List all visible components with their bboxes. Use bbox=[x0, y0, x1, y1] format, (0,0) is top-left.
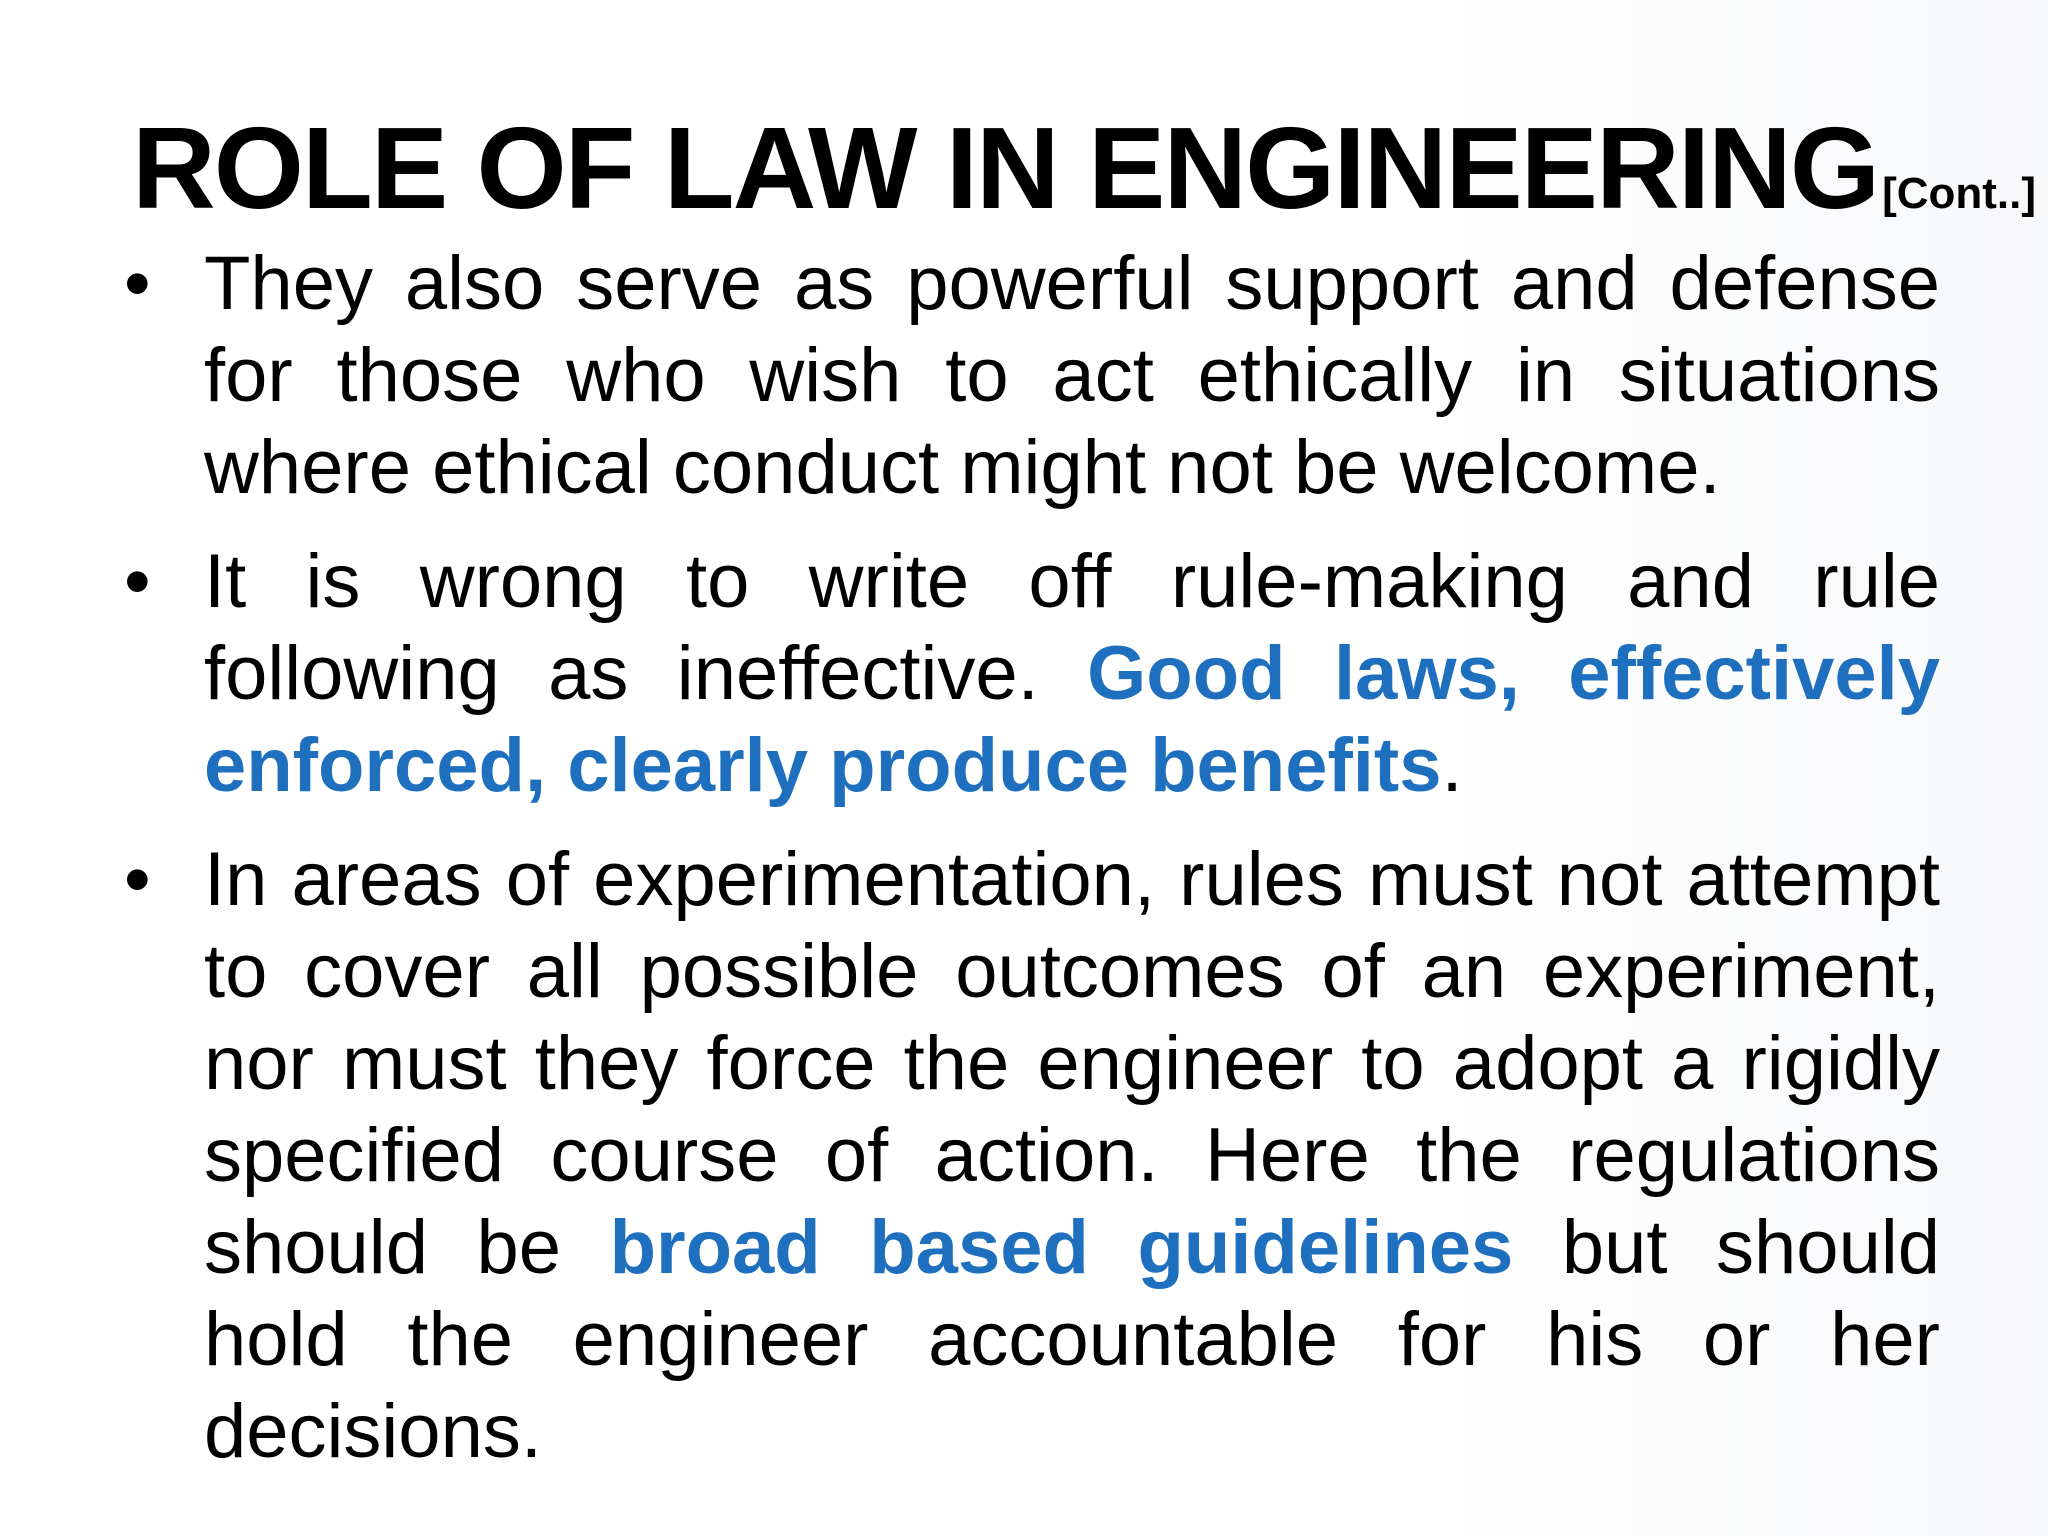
bullet-text: In areas of experimentation, rules must not attempt to cover all possible outcomes of an experiment, nor must they force the engineer to adopt a rigidly specified course of action. Here the regulations should be bbox=[204, 837, 1940, 1290]
bullet-dot-icon: • bbox=[124, 837, 151, 922]
title-suffix: [Cont..] bbox=[1882, 169, 2036, 218]
bullet-text-end: . bbox=[1441, 723, 1463, 808]
highlighted-text: broad based guidelines bbox=[609, 1205, 1514, 1290]
bullet-item bbox=[124, 834, 1940, 1478]
bullet-text-end: but should hold the engineer accountable for his or her decisions. bbox=[204, 1205, 1940, 1474]
bullet-dot-icon: • bbox=[124, 241, 151, 326]
bullet-item bbox=[124, 238, 1940, 514]
bullet-dot-icon: • bbox=[124, 539, 151, 624]
highlighted-text: Good laws, effectively enforced, clearly produce benefits bbox=[204, 631, 1941, 808]
title-text: ROLE OF LAW IN ENGINEERING bbox=[132, 103, 1879, 233]
bullet-item bbox=[124, 536, 1940, 812]
bullet-list bbox=[124, 238, 1940, 1500]
bullet-text: They also serve as powerful support and defense for those who wish to act ethically in situations where ethical conduct might not be welcome. bbox=[204, 241, 1940, 510]
bullet-text: It is wrong to write off rule-making and rule following as ineffective. bbox=[204, 539, 1940, 716]
